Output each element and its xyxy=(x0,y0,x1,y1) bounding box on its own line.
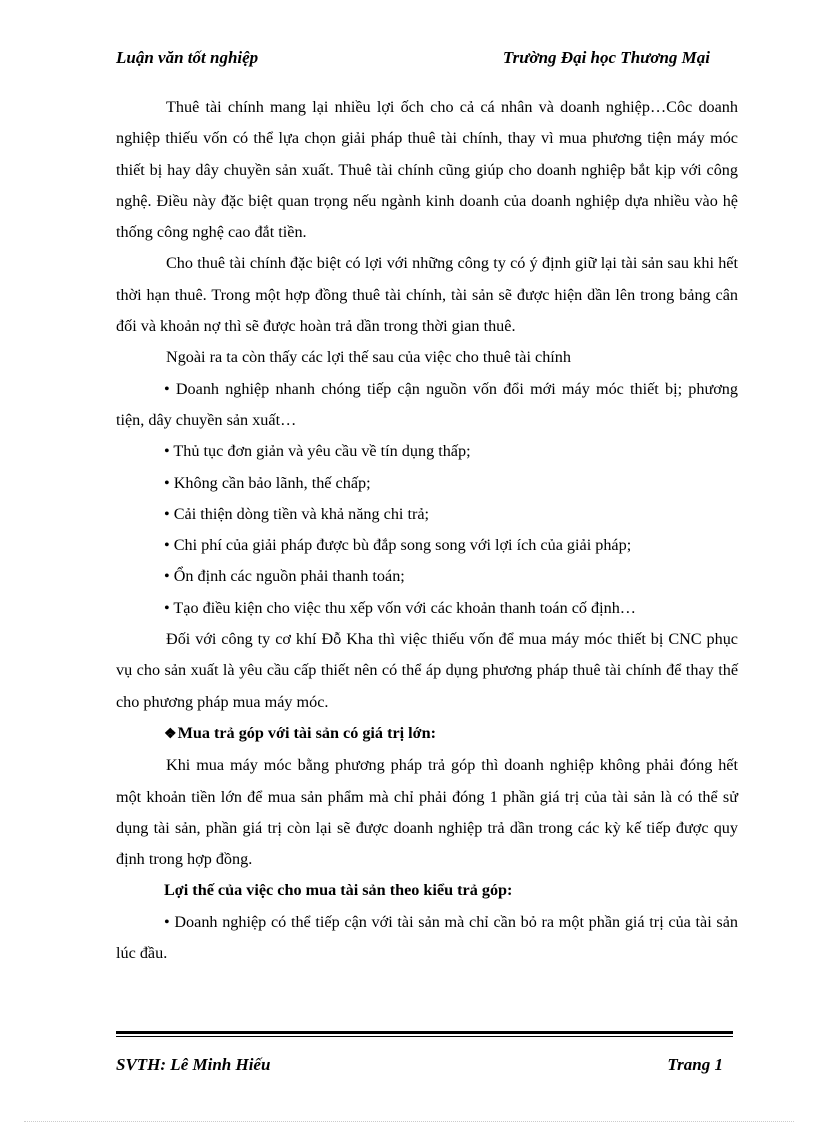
bullet-item: • Tạo điều kiện cho việc thu xếp vốn với các khoản thanh toán cố định… xyxy=(164,598,636,617)
paragraph-installment-purchase: Khi mua máy móc bằng phương pháp trả góp thì doanh nghiệp không phải đóng hết một khoản tiền lớn để mua sản phẩm mà chỉ phải đóng 1 phần giá trị của tài sản là có thể sử dụng tài sản, phần giá trị còn lại sẽ được doanh nghiệp trả dần trong các kỳ kế tiếp được quy định trong hợp đồng. xyxy=(116,756,738,869)
bullet-item: • Doanh nghiệp có thể tiếp cận với tài sản mà chỉ cần bỏ ra một phần giá trị của tài sản lúc đầu. xyxy=(116,912,738,963)
footer-thin-rule xyxy=(116,1036,733,1037)
footer-page-number: Trang 1 xyxy=(667,1055,723,1074)
bullet-item: • Không cần bảo lãnh, thế chấp; xyxy=(164,473,371,492)
subheading-installment-advantages: Lợi thế của việc cho mua tài sản theo kiểu trả góp: xyxy=(164,881,513,900)
header-university-label: Trường Đại học Thương Mại xyxy=(502,48,710,67)
section-heading-installment xyxy=(116,718,738,750)
bullet-item: • Cải thiện dòng tiền và khả năng chi trả; xyxy=(164,504,430,523)
bullet-item: • Ổn định các nguồn phải thanh toán; xyxy=(164,567,405,586)
bullet-item: • Doanh nghiệp nhanh chóng tiếp cận nguồn vốn đổi mới máy móc thiết bị; phương tiện, dây chuyền sản xuất… xyxy=(116,379,738,429)
page-edge-divider xyxy=(24,1121,794,1122)
paragraph-do-kha-company: Đối với công ty cơ khí Đỗ Kha thì việc thiếu vốn để mua máy móc thiết bị CNC phục vụ cho sản xuất là yêu cầu cấp thiết nên có thể áp dụng phương pháp thuê tài chính để thay thế cho phương pháp mua máy móc. xyxy=(116,630,738,711)
section-heading-text: Mua trả góp với tài sản có giá trị lớn: xyxy=(177,723,437,742)
footer-student-name: SVTH: Lê Minh Hiếu xyxy=(116,1055,271,1074)
bullet-item: • Thủ tục đơn giản và yêu cầu về tín dụng thấp; xyxy=(164,442,471,461)
page-footer xyxy=(116,1055,723,1077)
diamond-bullet-icon: ❖ xyxy=(164,726,177,742)
page-header xyxy=(116,48,710,70)
footer-thick-rule xyxy=(116,1031,733,1034)
paragraph-lease-advantage: Cho thuê tài chính đặc biệt có lợi với những công ty có ý định giữ lại tài sản sau khi hết thời hạn thuê. Trong một hợp đồng thuê tài chính, tài sản sẽ được hiện dần lên trong bảng cân đối và khoản nợ thì sẽ được hoàn trả dần trong thời gian thuê. xyxy=(116,254,738,336)
header-thesis-label: Luận văn tốt nghiệp xyxy=(116,48,259,67)
paragraph-advantages-intro: Ngoài ra ta còn thấy các lợi thế sau của việc cho thuê tài chính xyxy=(166,348,571,367)
bullet-item: • Chi phí của giải pháp được bù đắp song song với lợi ích của giải pháp; xyxy=(164,536,632,555)
paragraph-financial-lease-benefits: Thuê tài chính mang lại nhiều lợi ốch cho cả cá nhân và doanh nghiệp…Côc doanh nghiệp thiếu vốn có thể lựa chọn giải pháp thuê tài chính, thay vì mua phương tiện máy móc thiết bị hay dây chuyền sản xuất. Thuê tài chính cũng giúp cho doanh nghiệp bắt kịp với công nghệ. Điều này đặc biệt quan trọng nếu ngành kinh doanh của doanh nghiệp dựa nhiều vào hệ thống công nghệ cao đắt tiền. xyxy=(116,98,738,242)
page-body xyxy=(116,92,738,969)
